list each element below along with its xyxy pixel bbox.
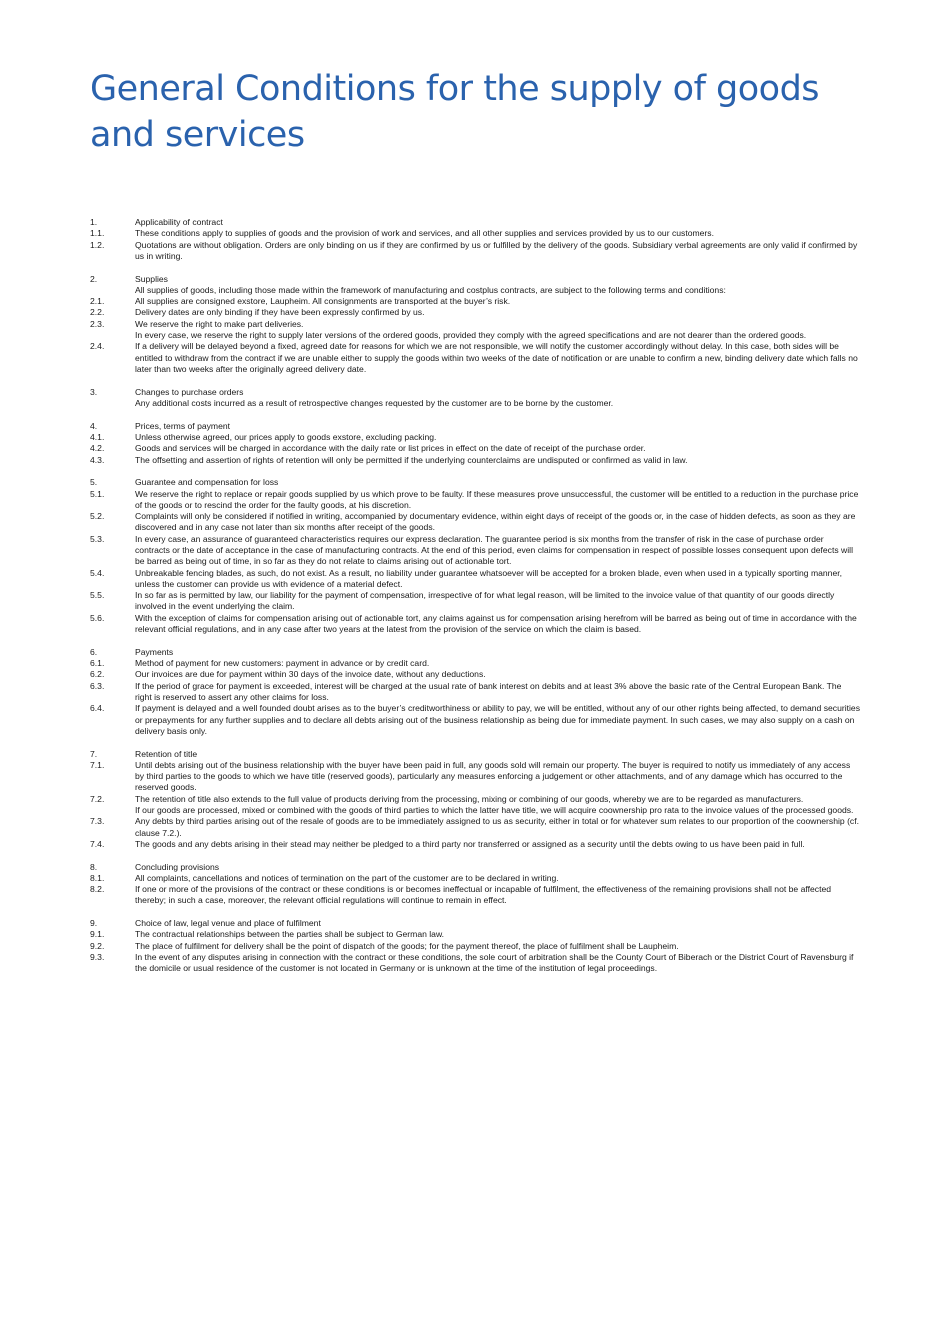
section-5 bbox=[90, 477, 860, 635]
clause-text: All supplies are consigned exstore, Laupheim. All consignments are transported at the buyer’s risk. bbox=[135, 296, 511, 307]
section-number: 9. bbox=[90, 918, 98, 929]
clause-row bbox=[90, 681, 860, 704]
clause-text: In every case, an assurance of guaranteed characteristics requires our express declaration. The guarantee period is six months from the transfer of risk in the case of purchase order contracts or the date of acceptance in the case of manufacturing contracts. At the end of this period, even claims for compensation in respect of possible losses consequent upon defects will be barred as being out of time, in so far as they do not relate to claims arising out of actionable tort. bbox=[135, 533, 853, 567]
clause-number: 2.4. bbox=[90, 341, 105, 352]
section-number: 6. bbox=[90, 646, 98, 657]
section-number: 1. bbox=[90, 217, 98, 227]
clause-row bbox=[90, 952, 860, 975]
clause-row bbox=[90, 941, 860, 952]
clause-number: 1.1. bbox=[90, 228, 105, 239]
section-number: 3. bbox=[90, 386, 98, 397]
section-heading-row bbox=[90, 274, 860, 285]
clause-number: 7.4. bbox=[90, 838, 105, 849]
clause-text: In every case, we reserve the right to supply later versions of the ordered goods, provided they comply with the agreed specifications and are not dearer than the ordered goods. bbox=[135, 330, 807, 341]
clause-row bbox=[90, 443, 860, 454]
section-3 bbox=[90, 387, 860, 410]
clause-row bbox=[90, 568, 860, 591]
section-heading: Payments bbox=[135, 646, 174, 657]
clause-number: 9.1. bbox=[90, 929, 105, 940]
section-heading: Guarantee and compensation for loss bbox=[135, 477, 279, 488]
clause-row bbox=[90, 816, 860, 839]
section-heading-row bbox=[90, 647, 860, 658]
clause-row bbox=[90, 760, 860, 794]
section-heading: Concluding provisions bbox=[135, 861, 220, 872]
clause-text: If payment is delayed and a well founded doubt arises as to the buyer’s creditworthiness or ability to pay, we will be entitled, without any of our other rights being affected, to demand securities or prepayments for any further supplies and to declare all debts arising out of the business relationship as being due for immediate payment. In such cases, we may also supply on a cash on delivery basis only. bbox=[135, 703, 860, 736]
clause-row bbox=[90, 307, 860, 318]
clause-text: If one or more of the provisions of the contract or these conditions is or becomes ineffectual or incapable of fulfilment, the effectiveness of the remaining provisions shall not be affected thereby; in such a case, moreover, the relevant official regulations will continue to remain in effect. bbox=[135, 884, 832, 906]
clause-row bbox=[90, 658, 860, 669]
clause-text: Complaints will only be considered if notified in writing, accompanied by documentary evidence, within eight days of receipt of the goods or, in the case of hidden defects, as soon as they are discovered and in any case not later than six months after receipt of the goods. bbox=[135, 511, 856, 533]
section-heading-row bbox=[90, 918, 860, 929]
section-heading: Supplies bbox=[135, 273, 168, 284]
clause-row bbox=[90, 929, 860, 940]
clause-row bbox=[90, 240, 860, 263]
clause-text: All supplies of goods, including those made within the framework of manufacturing and costplus contracts, are subject to the following terms and conditions: bbox=[135, 284, 726, 295]
clause-text: The offsetting and assertion of rights of retention will only be permitted if the underlying counterclaims are undisputed or confirmed as valid in law. bbox=[135, 454, 688, 465]
clause-text: The retention of title also extends to the full value of products deriving from the processing, mixing or combining of our goods, whereby we are to be regarded as manufacturers. bbox=[135, 793, 804, 804]
clause-text: The place of fulfilment for delivery shall be the point of dispatch of the goods; for the payment thereof, the place of fulfilment shall be Laupheim. bbox=[135, 940, 679, 951]
clause-number: 2.1. bbox=[90, 296, 105, 307]
clause-row bbox=[90, 341, 860, 375]
clause-text: The contractual relationships between the parties shall be subject to German law. bbox=[135, 929, 445, 940]
page-title-line-2: and services bbox=[90, 115, 305, 155]
clause-number: 8.2. bbox=[90, 884, 105, 895]
section-heading-row bbox=[90, 862, 860, 873]
clause-text: Unless otherwise agreed, our prices apply to goods exstore, excluding packing. bbox=[135, 431, 437, 442]
clause-row bbox=[90, 613, 860, 636]
clause-text: Our invoices are due for payment within 30 days of the invoice date, without any deductions. bbox=[135, 669, 486, 680]
clause-number: 4.1. bbox=[90, 431, 105, 442]
clause-number: 4.2. bbox=[90, 443, 105, 454]
clause-text: These conditions apply to supplies of goods and the provision of work and services, and all other supplies and services provided by us to our customers. bbox=[135, 228, 714, 239]
clause-number: 6.2. bbox=[90, 669, 105, 680]
section-9 bbox=[90, 918, 860, 974]
clause-number: 2.2. bbox=[90, 307, 105, 318]
clause-row bbox=[90, 805, 860, 816]
clause-number: 4.3. bbox=[90, 454, 105, 465]
clause-text: With the exception of claims for compensation arising out of actionable tort, any claims against us for compensation arising herefrom will be barred as being out of time in accordance with the relevant official regulations, and in any case after two years at the latest from the provision of the service on which the claim is based. bbox=[135, 612, 857, 635]
section-heading: Changes to purchase orders bbox=[135, 386, 244, 397]
section-heading-row bbox=[90, 217, 860, 228]
section-number: 2. bbox=[90, 273, 98, 284]
clause-number: 9.2. bbox=[90, 940, 105, 951]
section-heading: Retention of title bbox=[135, 748, 198, 759]
clause-text: Quotations are without obligation. Orders are only binding on us if they are confirmed by us or fulfilled by the delivery of the goods. Subsidiary verbal agreements are only valid if confirmed by us in writing. bbox=[135, 239, 858, 261]
clause-text: Unbreakable fencing blades, as such, do not exist. As a result, no liability under guarantee whatsoever will be accepted for a broken blade, even when used in a typically sporting manner, unless the customer can provide us with evidence of a material defect. bbox=[135, 567, 843, 589]
clause-number: 5.3. bbox=[90, 533, 105, 544]
section-6 bbox=[90, 647, 860, 737]
clause-number: 6.3. bbox=[90, 680, 105, 691]
section-4 bbox=[90, 421, 860, 466]
section-heading-row bbox=[90, 387, 860, 398]
clause-row bbox=[90, 285, 860, 296]
clause-row bbox=[90, 794, 860, 805]
section-number: 8. bbox=[90, 861, 98, 872]
clause-text: In so far as is permitted by law, our liability for the payment of compensation, irrespective of for what legal reason, will be limited to the invoice value of that quantity of our goods directly involved in the event underlying the claim. bbox=[135, 590, 835, 612]
clause-text: Any additional costs incurred as a result of retrospective changes requested by the customer are to be borne by the customer. bbox=[135, 397, 614, 408]
clause-number: 8.1. bbox=[90, 872, 105, 883]
section-8 bbox=[90, 862, 860, 907]
clause-row bbox=[90, 330, 860, 341]
page-title-line-1: General Conditions for the supply of goods bbox=[90, 69, 820, 109]
section-heading-row bbox=[90, 749, 860, 760]
clause-row bbox=[90, 669, 860, 680]
clause-text: We reserve the right to replace or repair goods supplied by us which prove to be faulty. If these measures prove unsuccessful, the customer will be entitled to a reduction in the purchase price of the goods or to rescind the order for the faulty goods, at his discretion. bbox=[135, 488, 859, 510]
section-heading: Prices, terms of payment bbox=[135, 420, 231, 431]
clause-number: 2.3. bbox=[90, 318, 105, 329]
clause-row bbox=[90, 534, 860, 568]
clause-text: Method of payment for new customers: payment in advance or by credit card. bbox=[135, 658, 430, 669]
terms-body bbox=[90, 217, 860, 986]
clause-row bbox=[90, 489, 860, 512]
clause-number: 7.2. bbox=[90, 793, 105, 804]
section-number: 5. bbox=[90, 477, 98, 488]
clause-row bbox=[90, 228, 860, 239]
clause-number: 1.2. bbox=[90, 239, 105, 250]
clause-number: 5.2. bbox=[90, 511, 105, 522]
section-number: 4. bbox=[90, 420, 98, 431]
clause-row bbox=[90, 884, 860, 907]
clause-row bbox=[90, 511, 860, 534]
clause-number: 7.1. bbox=[90, 759, 105, 770]
section-2 bbox=[90, 274, 860, 376]
clause-row bbox=[90, 839, 860, 850]
section-heading-row bbox=[90, 477, 860, 488]
clause-text: If our goods are processed, mixed or combined with the goods of third parties to which the latter have title, we will acquire coownership pro rata to the invoice values of the processed goods. bbox=[135, 805, 854, 815]
clause-text: We reserve the right to make part deliveries. bbox=[135, 318, 304, 329]
clause-number: 5.6. bbox=[90, 612, 105, 623]
clause-text: If a delivery will be delayed beyond a fixed, agreed date for reasons for which we are not responsible, we will notify the customer accordingly without delay. In this case, both sides will be entitled to withdraw from the contract if we are unable either to supply the goods within two weeks of the date of notification or are unable to confirm a new, binding delivery date which falls no later than two weeks after the originally agreed delivery date. bbox=[135, 341, 858, 374]
section-heading: Applicability of contract bbox=[135, 217, 223, 227]
clause-number: 5.4. bbox=[90, 567, 105, 578]
clause-text: Any debts by third parties arising out of the resale of goods are to be immediately assigned to us as security, either in total or for whatever sum relates to our proportion of the coownership (cf. clause 7.2.). bbox=[135, 816, 859, 838]
section-7 bbox=[90, 749, 860, 851]
clause-number: 6.1. bbox=[90, 658, 105, 669]
clause-number: 7.3. bbox=[90, 816, 105, 827]
clause-row bbox=[90, 590, 860, 613]
clause-text: Delivery dates are only binding if they have been expressly confirmed by us. bbox=[135, 307, 425, 318]
clause-text: In the event of any disputes arising in connection with the contract or these conditions, the sole court of arbitration shall be the County Court of Biberach or the District Court of Ravensburg if the domicile or usual residence of the customer is not located in Germany or is unknown at the time of the institution of legal proceedings. bbox=[135, 952, 854, 974]
clause-text: Until debts arising out of the business relationship with the buyer have been paid in full, any goods sold will remain our property. The buyer is required to notify us immediately of any access by third parties to the goods to which we have title (reserved goods), particularly any measures enforcing a judgement or other attachments, and of any damage which has occurred to the reserved goods. bbox=[135, 759, 851, 793]
clause-text: The goods and any debts arising in their stead may neither be pledged to a third party nor transferred or assigned as a security until the debts owing to us have been paid in full. bbox=[135, 838, 805, 849]
clause-row bbox=[90, 455, 860, 466]
section-heading-row bbox=[90, 421, 860, 432]
clause-row bbox=[90, 432, 860, 443]
clause-row bbox=[90, 319, 860, 330]
clause-text: Goods and services will be charged in accordance with the daily rate or list prices in effect on the date of receipt of the purchase order. bbox=[135, 443, 646, 454]
clause-number: 5.5. bbox=[90, 590, 105, 601]
clause-text: If the period of grace for payment is exceeded, interest will be charged at the usual rate of bank interest on debits and at least 3% above the basic rate of the Central European Bank. The right is reserved to assert any other claims for loss. bbox=[135, 680, 842, 702]
section-heading: Choice of law, legal venue and place of fulfilment bbox=[135, 918, 321, 929]
clause-number: 6.4. bbox=[90, 703, 105, 714]
clause-number: 5.1. bbox=[90, 488, 105, 499]
clause-row bbox=[90, 703, 860, 737]
clause-text: All complaints, cancellations and notices of termination on the part of the customer are to be declared in writing. bbox=[135, 872, 559, 883]
clause-row bbox=[90, 873, 860, 884]
clause-row bbox=[90, 296, 860, 307]
clause-number: 9.3. bbox=[90, 952, 105, 963]
clause-row bbox=[90, 398, 860, 409]
section-1 bbox=[90, 217, 860, 262]
page-title bbox=[90, 66, 850, 158]
section-number: 7. bbox=[90, 748, 98, 759]
